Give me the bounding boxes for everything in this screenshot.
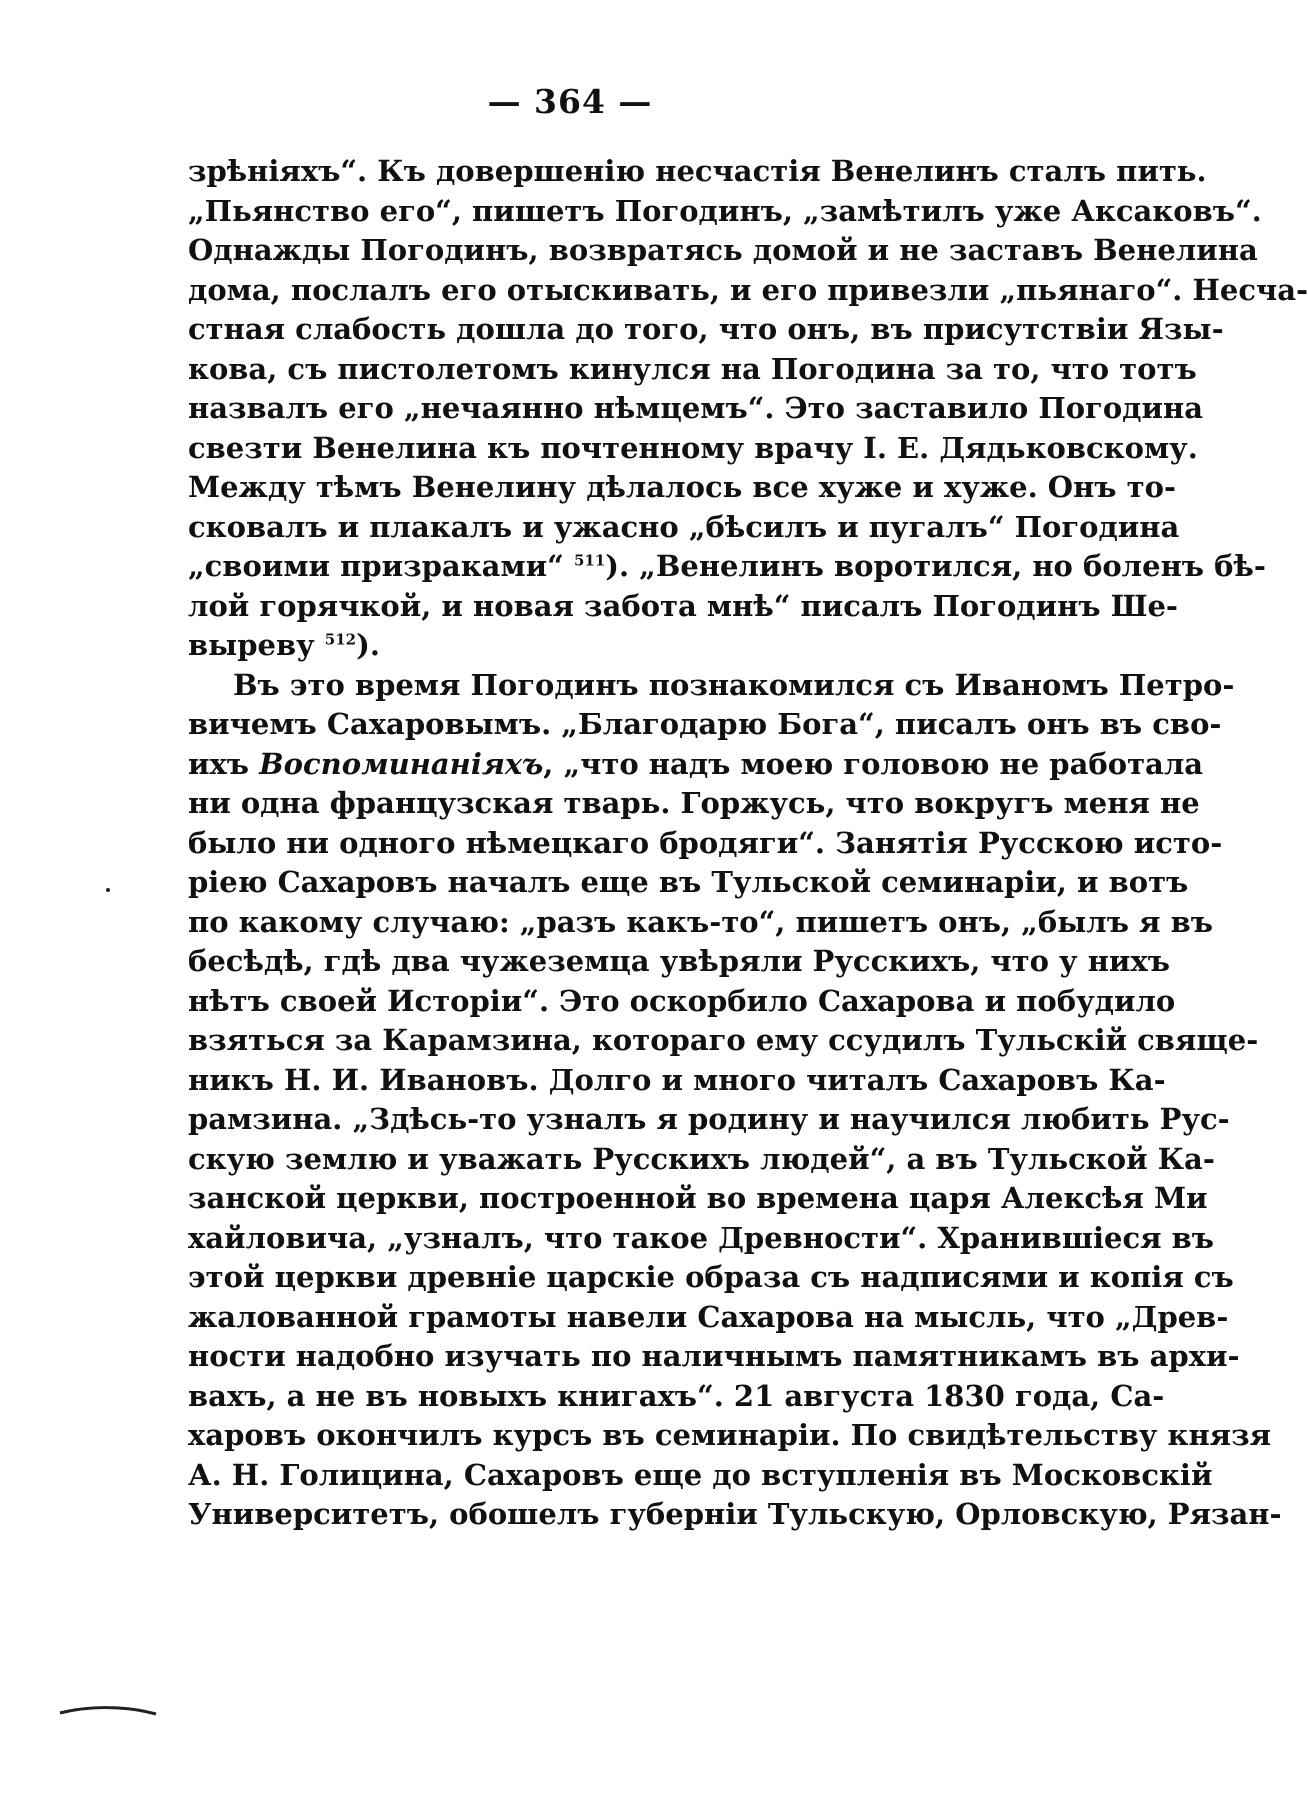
text-line: назвалъ его „нечаянно нѣмцемъ“. Это заставило Погодина [188, 391, 1204, 425]
page-number: — 364 — [487, 82, 653, 121]
text-line: „Пьянство его“, пишетъ Погодинъ, „замѣтилъ уже Аксаковъ“. [188, 193, 1262, 228]
margin-speck [106, 888, 110, 892]
italic-title: Воспоминаніяхъ [259, 746, 544, 781]
text-line: скую землю и уважать Русскихъ людей“, а въ Тульской Ка- [188, 1141, 1215, 1176]
text-fragment: , „что надъ моею головою не работала [543, 746, 1204, 781]
text-line: зрѣніяхъ“. Къ довершенію несчастія Венелинъ сталъ пить. [188, 154, 1207, 188]
text-line: рамзина. „Здѣсь-то узналъ я родину и научился любить Рус- [188, 1102, 1230, 1136]
text-fragment: ). [356, 628, 380, 662]
text-fragment: ). „Венелинъ воротился, но боленъ бѣ- [605, 549, 1266, 583]
ink-stroke-path [60, 1708, 156, 1714]
text-line: нѣтъ своей Исторіи“. Это оскорбило Сахарова и побудило [188, 983, 1176, 1018]
text-line: вахъ, а не въ новыхъ книгахъ“. 21 августа 1830 года, Са- [188, 1378, 1165, 1413]
text-line: ности надобно изучать по наличнымъ памятникамъ въ архи- [188, 1339, 1240, 1373]
text-line: харовъ окончилъ курсъ въ семинаріи. По свидѣтельству князя [188, 1418, 1272, 1452]
text-line: занской церкви, построенной во времена царя Алексѣя Ми [188, 1181, 1208, 1215]
text-fragment: „своими призраками“ [188, 549, 564, 583]
text-line: Однажды Погодинъ, возвратясь домой и не заставъ Венелина [188, 233, 1258, 267]
footnote-ref-512: 512 [324, 630, 357, 649]
text-line: А. Н. Голицина, Сахаровъ еще до вступленія въ Московскій [188, 1457, 1213, 1492]
footnote-ref-511: 511 [573, 551, 606, 570]
text-line: лой горячкой, и новая забота мнѣ“ писалъ Погодинъ Ше- [188, 588, 1178, 623]
text-line: жалованной грамоты навели Сахарова на мысль, что „Древ- [188, 1299, 1229, 1334]
text-line: хайловича, „узналъ, что такое Древности“. Хранившіеся въ [188, 1220, 1215, 1255]
text-line [188, 745, 1204, 785]
text-line: Между тѣмъ Венелину дѣлалось все хуже и хуже. Онъ то- [188, 470, 1176, 504]
text-line: этой церкви древніе царскіе образа съ надписями и копія съ [188, 1260, 1234, 1294]
paragraph-2 [188, 666, 1282, 1535]
text-line: Въ это время Погодинъ познакомился съ Иваномъ Петро- [233, 667, 1235, 702]
text-line [188, 626, 1033, 666]
text-line: по какому случаю: „разъ какъ-то“, пишетъ онъ, „былъ я въ [188, 904, 1213, 939]
text-line: кова, съ пистолетомъ кинулся на Погодина за то, что тотъ [188, 351, 1197, 386]
text-line: ни одна французская тварь. Горжусь, что вокругъ меня не [188, 786, 1200, 820]
text-line: вичемъ Сахаровымъ. „Благодарю Бога“, писалъ онъ въ сво- [188, 707, 1222, 741]
text-line: Университетъ, обошелъ губерніи Тульскую, Орловскую, Рязан- [188, 1497, 1282, 1531]
text-line [188, 547, 1266, 587]
text-line: никъ Н. И. Ивановъ. Долго и много читалъ Сахаровъ Ка- [188, 1062, 1166, 1097]
body-text [188, 152, 1308, 1535]
text-line: бесѣдѣ, гдѣ два чужеземца увѣряли Русскихъ, что у нихъ [188, 944, 1170, 978]
text-line: сковалъ и плакалъ и ужасно „бѣсилъ и пугалъ“ Погодина [188, 509, 1180, 544]
text-line: свезти Венелина къ почтенному врачу І. Е. Дядьковскому. [188, 430, 1198, 465]
text-line: было ни одного нѣмецкаго бродяги“. Занятія Русскою исто- [188, 825, 1223, 860]
text-line: стная слабость дошла до того, что онъ, въ присутствіи Язы- [188, 312, 1224, 346]
paragraph-1 [188, 152, 1308, 666]
text-line: ріею Сахаровъ началъ еще въ Тульской семинаріи, и вотъ [188, 865, 1189, 899]
text-fragment: ихъ [188, 746, 250, 781]
text-line: взяться за Карамзина, котораго ему ссудилъ Тульскій свяще- [188, 1023, 1259, 1057]
text-line: дома, послалъ его отыскивать, и его привезли „пьянаго“. Несча- [188, 272, 1308, 307]
text-fragment: выреву [188, 628, 315, 662]
ink-stroke-mark [60, 1705, 156, 1715]
